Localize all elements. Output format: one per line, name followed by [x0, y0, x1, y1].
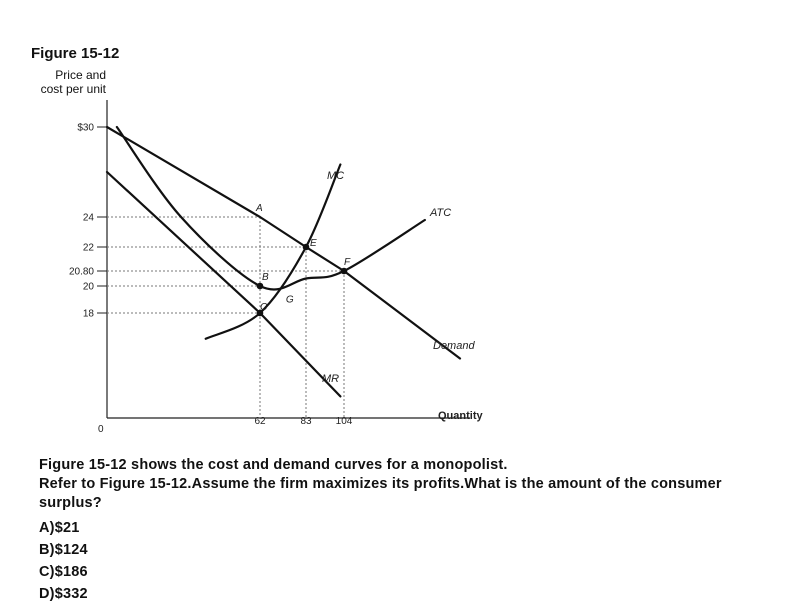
point-label-f: F: [344, 257, 351, 268]
point-b-dot: [257, 283, 264, 290]
point-label-g: G: [285, 294, 294, 306]
answer-options: [39, 517, 769, 605]
y-tick-label-3: 20.80: [68, 266, 94, 278]
point-f-dot: [341, 268, 348, 275]
curve-label-atc: ATC: [430, 207, 452, 219]
curve-mc: [206, 165, 341, 339]
curve-label-demand: Demand: [433, 340, 475, 352]
question-block: [39, 456, 769, 605]
question-line-2: Refer to Figure 15-12.Assume the firm maximizes its profits.What is the amount of the consumer surplus?: [39, 476, 722, 511]
y-tick-label-5: 18: [82, 308, 94, 320]
curve-label-mc: MC: [327, 170, 345, 182]
point-label-b: B: [262, 272, 269, 283]
x-axis-label: Quantity: [438, 410, 483, 422]
curve-mr: [107, 172, 340, 396]
y-tick-label-0: $30: [77, 122, 94, 134]
points: [255, 203, 351, 316]
y-tick-label-1: 24: [82, 212, 94, 224]
origin-label: 0: [98, 424, 104, 435]
point-label-c: C: [260, 302, 268, 313]
curve-label-mr: MR: [322, 373, 340, 385]
option-c[interactable]: C)$186: [39, 564, 88, 580]
curve-demand: [107, 127, 460, 359]
y-axis-label-line1: Price and: [55, 68, 106, 82]
y-tick-labels: [69, 123, 107, 320]
point-label-a: A: [256, 203, 263, 214]
option-d[interactable]: D)$332: [39, 586, 88, 602]
x-tick-label-0: 62: [254, 416, 266, 427]
y-tick-label-2: 22: [82, 242, 94, 254]
option-a[interactable]: A)$21: [39, 520, 80, 536]
y-axis-label-line2: cost per unit: [40, 82, 106, 96]
curve-atc: [117, 127, 425, 290]
point-label-e: E: [310, 238, 317, 249]
y-tick-label-4: 20: [82, 281, 94, 293]
figure-title: Figure 15-12: [31, 45, 120, 62]
point-e-dot: [303, 244, 310, 251]
question-line-1: Figure 15-12 shows the cost and demand curves for a monopolist.: [39, 457, 508, 473]
option-b[interactable]: B)$124: [39, 542, 88, 558]
curves: [107, 127, 460, 396]
x-tick-label-2: 104: [335, 416, 353, 427]
x-tick-label-1: 83: [300, 416, 312, 427]
